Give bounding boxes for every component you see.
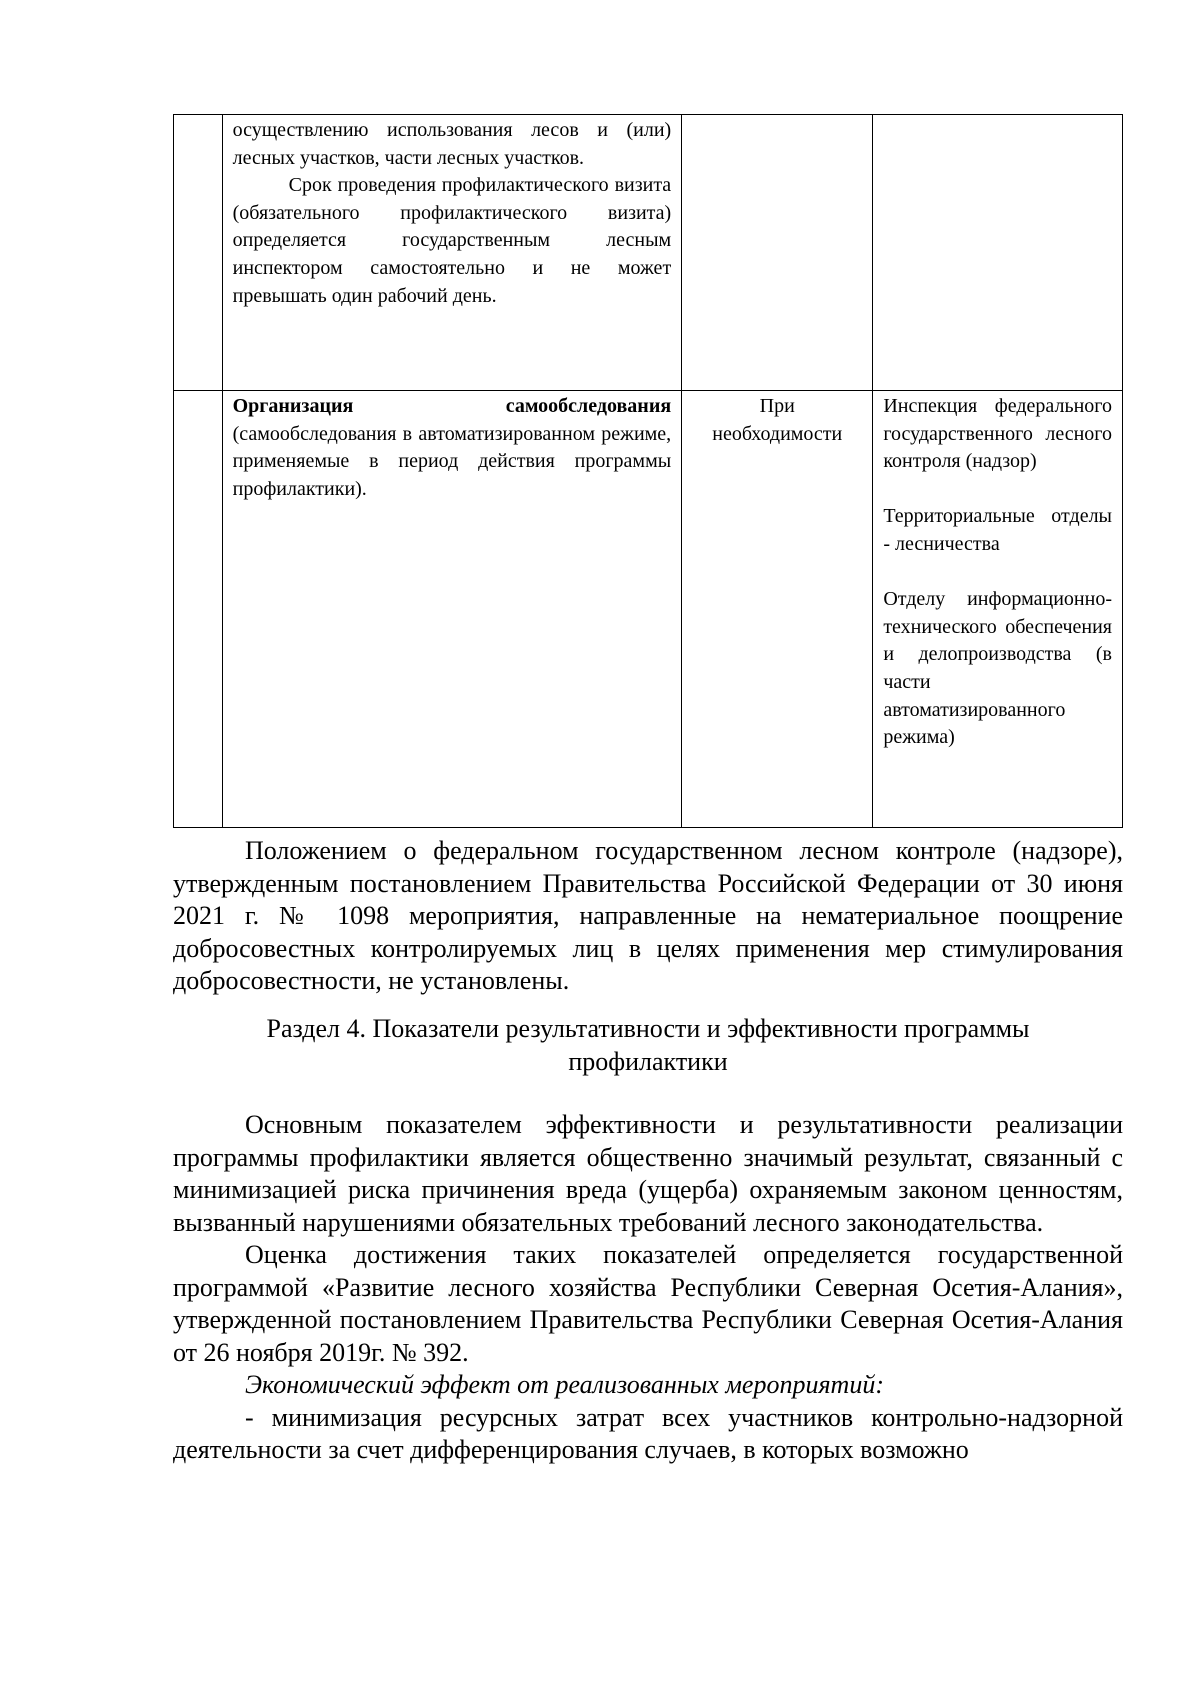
responsible-text: Инспекция федерального государственного лесного контроля (надзор) [883,395,1112,473]
paragraph: Основным показателем эффективности и результативности реализации программы профилактики является общественно значимый результат, связанный с минимизацией риска причинения вреда (ущерба) охраняемым законом ценностям, вызванный нарушениями обязательных требований лесного законодательства. [173,1110,1123,1237]
table-cell-period [682,115,873,391]
table-cell-number [174,115,223,391]
section-title [173,1013,1123,1078]
activity-text: Срок проведения профилактического визита (обязательного профилактического визита) определяется государственным лесным инспектором самостоятельно и не может превышать один рабочий день. [232,174,672,307]
section-title-line: Раздел 4. Показатели результативности и эффективности программы [266,1014,1030,1043]
table-row [174,115,1123,391]
paragraph: Положением о федеральном государственном лесном контроле (надзоре), утвержденным постановлением Правительства Российской Федерации от 30 июня 2021 г. № 1098 мероприятия, направленные на нематериальное поощрение добросовестных контролируемых лиц в целях применения мер стимулирования добросовестности, не установлены. [173,836,1123,995]
activity-description: (самообследования в автоматизированном режиме, применяемые в период действия программы профилактики). [232,422,672,500]
table-cell-responsible [873,391,1123,828]
period-text: При [759,395,795,417]
table-cell-activity [222,115,682,391]
table-cell-number [174,391,223,828]
paragraph-italic: Экономический эффект от реализованных мероприятий: [245,1370,884,1399]
table-cell-period [682,391,873,828]
responsible-text: Отделу информационно-технического обеспечения и делопроизводства (в части автоматизированного режима) [883,588,1112,749]
period-text: необходимости [712,422,843,445]
paragraph-block [173,835,1123,998]
paragraph: Оценка достижения таких показателей определяется государственной программой «Развитие лесного хозяйства Республики Северная Осетия-Алания», утвержденной постановлением Правительства Республики Северная Осетия-Алания от 26 ноября 2019г. № 392. [173,1240,1123,1367]
activity-title: Организация самообследования [232,395,672,417]
activity-text: осуществлению использования лесов и (или) лесных участков, части лесных участков. [232,119,672,169]
responsible-text: Территориальные отделы - лесничества [883,505,1112,555]
table-cell-responsible [873,115,1123,391]
activities-table [173,114,1123,828]
table-cell-activity [222,391,682,828]
table-row [174,391,1123,828]
activity-text [233,393,672,503]
paragraph-block [173,1109,1123,1467]
paragraph: - минимизация ресурсных затрат всех участников контрольно-надзорной деятельности за счет дифференцирования случаев, в которых возможно [173,1402,1123,1464]
section-title-line: профилактики [568,1046,728,1076]
